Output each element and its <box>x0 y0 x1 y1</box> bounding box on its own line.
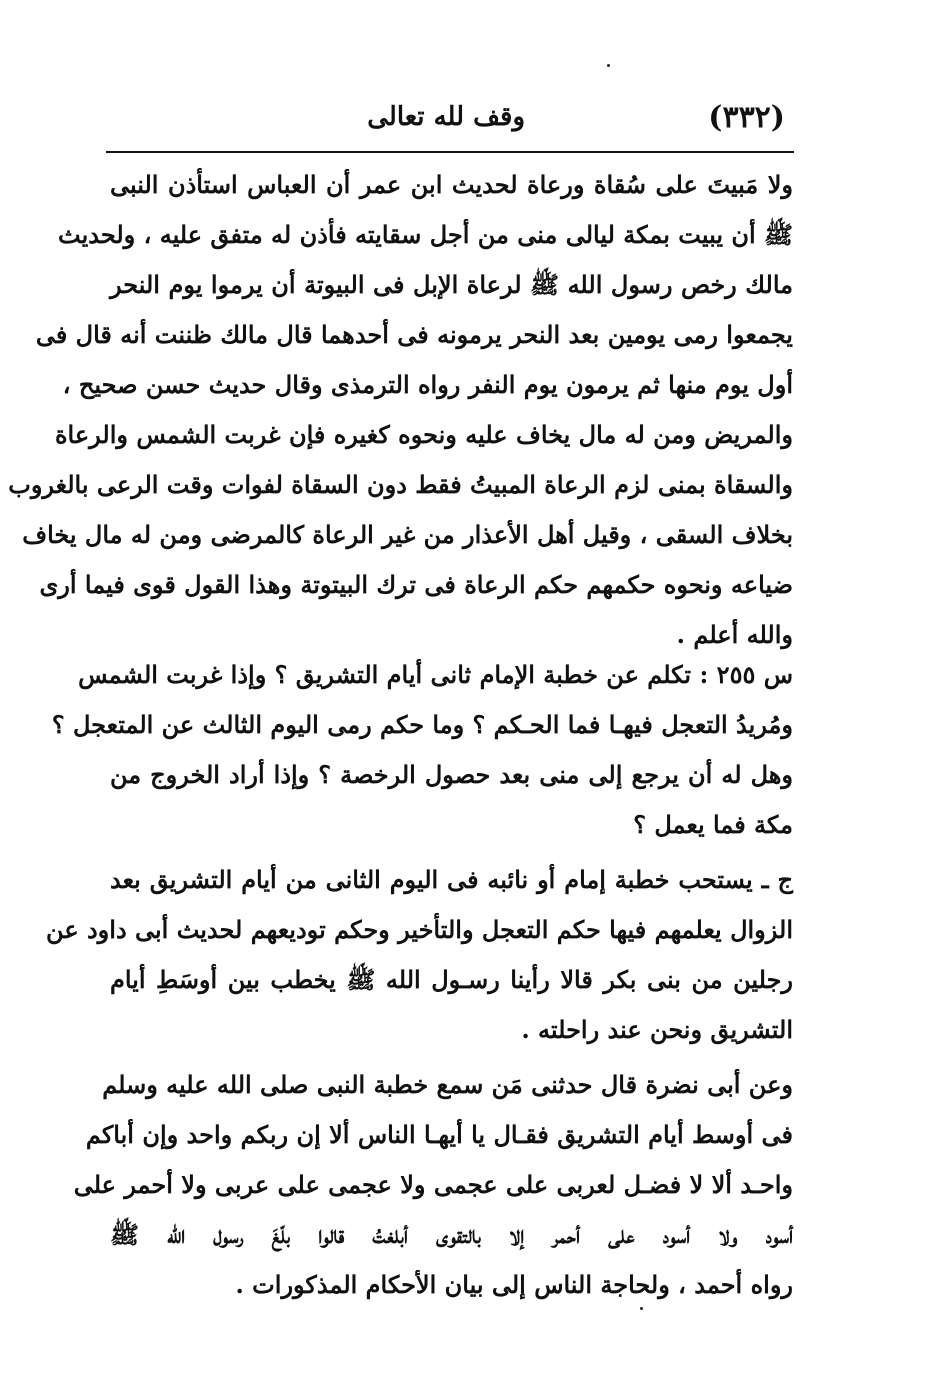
text-line: س ٢٥٥ : تكلم عن خطبة الإمام ثانى أيام التشريق ؟ وإذا غربت الشمس <box>78 660 793 689</box>
paragraph-question <box>51 650 793 850</box>
text-line: ﷺ أن يبيت بمكة ليالى منى من أجل سقايته فأذن له متفق عليه ، ولحديث <box>58 220 793 249</box>
text-line: والله أعلم . <box>676 620 793 649</box>
text-line: أول يوم منها ثم يرمون يوم النفر رواه الترمذى وقال حديث حسن صحيح ، <box>62 370 793 399</box>
text-line: فى أوسط أيام التشريق فقـال يا أيهـا الناس ألا إن ربكم واحد وإن أباكم <box>85 1120 793 1149</box>
text-line: ولا مَبيتَ على سُقاة ورعاة لحديث ابن عمر أن العباس استأذن النبى <box>110 170 794 199</box>
text-line: وعن أبى نضرة قال حدثنى مَن سمع خطبة النبى صلى الله عليه وسلم <box>102 1070 793 1099</box>
page-header <box>110 96 793 152</box>
text-line: واحـد ألا لا فضـل لعربى على عجمى ولا عجمى على عربى ولا أحمر على <box>73 1170 793 1199</box>
text-line: بخلاف السقى ، وقيل أهل الأعذار من غير الرعاة كالمرضى ومن له مال يخاف <box>22 520 793 549</box>
print-speck <box>607 64 610 67</box>
text-line: والمريض ومن له مال يخاف عليه ونحوه كغيره فإن غربت الشمس والرعاة <box>54 420 793 449</box>
print-speck <box>640 1307 643 1310</box>
paragraph-1 <box>8 160 794 660</box>
page-number: (٣٣٢) <box>708 100 785 135</box>
text-line: أسود ولا أسود على أحمر إلا بالتقوى أبلغتُ قالوا بلّغَ رسول الله ﷺ <box>110 1220 793 1249</box>
text-line: ج ـ يستحب خطبة إمام أو نائبه فى اليوم الثانى من أيام التشريق بعد <box>110 865 793 894</box>
text-line: مالك رخص رسول الله ﷺ لرعاة الإبل فى البيوتة أن يرموا يوم النحر <box>110 270 793 299</box>
text-line: ومُريدُ التعجل فيهـا فما الحـكم ؟ وما حكم رمى اليوم الثالث عن المتعجل ؟ <box>51 710 793 739</box>
text-line: وهل له أن يرجع إلى منى بعد حصول الرخصة ؟ وإذا أراد الخروج من <box>110 760 793 789</box>
header-rule <box>106 151 794 153</box>
text-line: ضياعه ونحوه حكمهم حكم الرعاة فى ترك البيتوتة وهذا القول قوى فيما أرى <box>39 570 793 599</box>
paragraph-4 <box>73 1060 793 1310</box>
text-line: التشريق ونحن عند راحلته . <box>521 1015 793 1044</box>
running-title: وقف لله تعالى <box>367 102 525 132</box>
paragraph-answer <box>46 855 793 1055</box>
text-line: مكة فما يعمل ؟ <box>633 810 793 839</box>
text-line: الزوال يعلمهم فيها حكم التعجل والتأخير وحكم توديعهم لحديث أبى داود عن <box>46 915 793 944</box>
text-line: رجلين من بنى بكر قالا رأينا رسـول الله ﷺ يخطب بين أوسَطِ أيام <box>110 965 793 994</box>
text-line: يجمعوا رمى يومين بعد النحر يرمونه فى أحدهما قال مالك ظننت أنه قال فى <box>35 320 793 349</box>
text-line: والسقاة بمنى لزم الرعاة المبيتُ فقط دون السقاة لفوات وقت الرعى بالغروب <box>8 470 793 499</box>
text-line: رواه أحمد ، ولحاجة الناس إلى بيان الأحكام المذكورات . <box>235 1270 793 1299</box>
